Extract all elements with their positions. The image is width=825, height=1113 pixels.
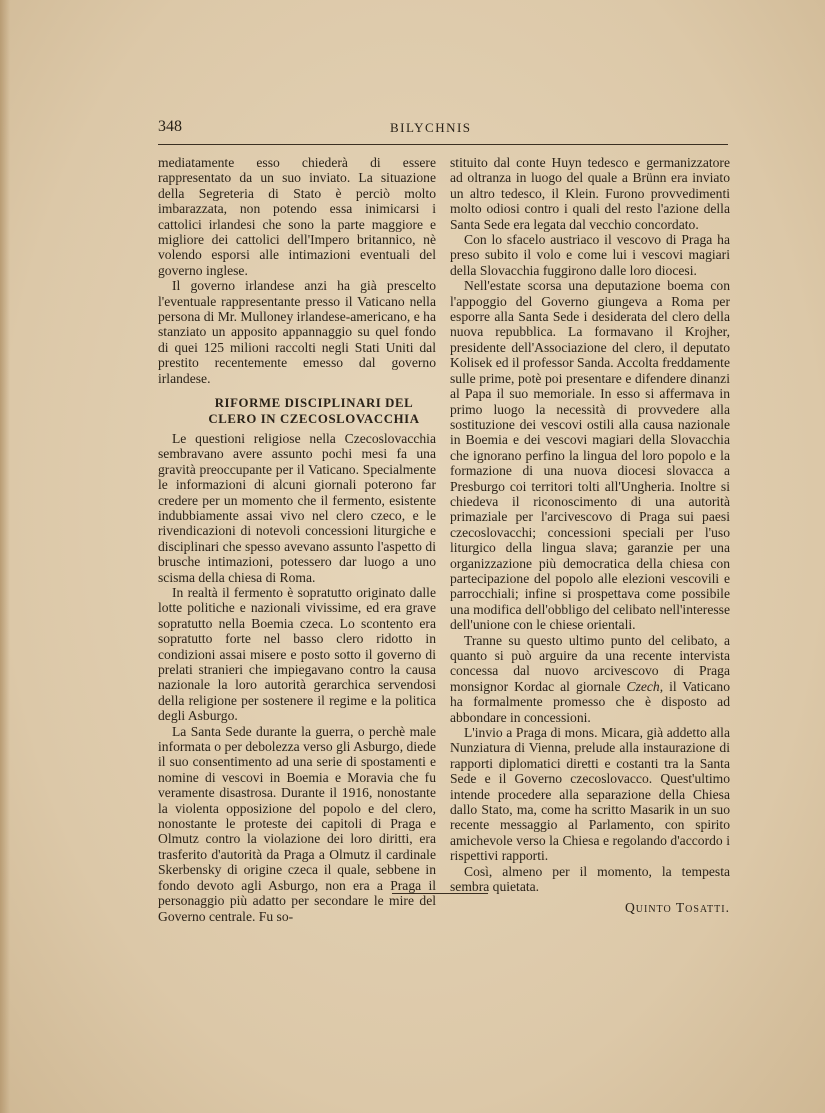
section-heading-line: RIFORME DISCIPLINARI DEL — [214, 396, 414, 411]
paragraph: In realtà il fermento è sopratutto originato dalle lotte politiche e nazionali vivissime, ed era grave sopratutto nella Boemia czeca. Lo scontento era sopratutto forte nel basso clero ridotto in condizioni assai misere e posto sotto il governo di prelati stranieri che impiegavano contro la causa nazionale la loro autorità gerarchica servendosi della religione per sostenere il regime e la politica degli Asburgo. — [158, 584, 436, 724]
paragraph: Nell'estate scorsa una deputazione boema con l'appoggio del Governo giungeva a Roma per esporre alla Santa Sede i desiderata del clero della nuova repubblica. La formavano il Krojher, presidente dell'Associazione del clero, il deputato Kolisek ed il professor Sanda. Accolta freddamente sulle prime, potè poi presentare e difendere dinanzi al Papa il suo memoriale. In esso si affermava in primo luogo la necessità di provvedere alla sostituzione dei vescovi ostili alla causa nazionale in Boemia e dei vescovi magiari della Slovacchia che ignorano perfino la lingua del loro popolo e la formazione di una nuova diocesi slovacca a Presburgo coi territori tolti all'Ungheria. Inoltre si chiedeva il riconoscimento di una autorità primaziale per l'arcivescovo di Praga sui paesi czecoslovacchi; concessioni speciali per l'uso liturgico della lingua slava; garanzie per una organizzazione più democratica della chiesa con partecipazione del popolo alle elezioni vescovili e parrocchiali; infine si prospettava come possibile una modifica dell'obbligo del celibato nell'interesse dell'unione con le chiese orientali. — [450, 278, 730, 633]
page-edge-shadow — [0, 0, 10, 1113]
paragraph: mediatamente esso chiederà di essere rappresentato da un suo inviato. La situazione della Segreteria di Stato è perciò molto imbarazzata, non potendo essa inimicarsi i cattolici irlandesi che sono la parte maggiore e migliore dei cattolici dell'Impero britannico, nè volendo esporsi alle intimazioni eventuali del governo inglese. — [158, 155, 436, 278]
paragraph: Con lo sfacelo austriaco il vescovo di Praga ha preso subito il volo e come lui i vescovi magiari della Slovacchia fuggirono dalle loro diocesi. — [450, 232, 730, 278]
page-header — [158, 118, 728, 145]
paragraph — [450, 633, 730, 725]
running-title: BILYCHNIS — [390, 120, 472, 135]
end-rule — [392, 893, 488, 894]
paragraph: Il governo irlandese anzi ha già prescelto l'eventuale rappresentante presso il Vaticano nella persona di Mr. Mulloney irlandese-americano, e ha stanziato un apposito appannaggio su quel fondo di quei 125 milioni raccolti negli Stati Uniti dal prestito recentemente emesso dal governo irlandese. — [158, 278, 436, 386]
paragraph-text: , il Vaticano ha formalmente promesso che è disposto ad abbondare in concessioni. — [450, 678, 730, 725]
page-number: 348 — [158, 118, 182, 135]
paragraph: L'invio a Praga di mons. Micara, già addetto alla Nunziatura di Vienna, prelude alla instaurazione di rapporti diplomatici diretti e costanti tra la Santa Sede e il Governo czecoslovacco. Quest'ultimo intende procedere alla separazione della Chiesa dallo Stato, ma, come ha scritto Masarik in un suo recente messaggio al Parlamento, con spirito amichevole verso la Chiesa e regolando d'accordo i rispettivi rapporti. — [450, 725, 730, 864]
author-signature: Quinto Tosatti. — [624, 899, 730, 915]
paragraph: Le questioni religiose nella Czecoslovacchia sembravano avere assunto pochi mesi fa una gravità preoccupante per il Vaticano. Specialmente le informazioni di alcuni giornali poterono far credere per un momento che il fermento, esistente indubbiamente assai vivo nel clero czeco, e le rivendicazioni di notevoli concessioni liturgiche e disciplinari che spesso avevano assunto l'aspetto di brusche intimazioni, potessero dar luogo a uno scisma della chiesa di Roma. — [158, 430, 436, 585]
right-column — [450, 155, 730, 915]
paragraph: La Santa Sede durante la guerra, o perchè male informata o per debolezza verso gli Asburgo, diede il suo consentimento ad una serie di spostamenti e nomine di vescovi in Boemia e Moravia che fu veramente disastrosa. Durante il 1916, nonostante la violenta opposizione del popolo e del clero, nonostante le proteste dei capitoli di Praga e Olmutz contro la violazione dei loro diritti, era trasferito d'autorità da Praga a Olmutz il cardinale Skerbensky di origine czeca il quale, sebbene in fondo devoto agli Asburgo, non era a Praga il personaggio più adatto per secondare le mire del Governo centrale. Fu so- — [158, 723, 436, 924]
section-heading-line: CLERO IN CZECOSLOVACCHIA — [208, 411, 420, 426]
paragraph-text: Tranne su questo ultimo punto del celibato, a quanto si può arguire da una recente intervista concessa dal nuovo arcivescovo di Praga monsignor Kordac al giornale — [450, 632, 730, 694]
newspaper-title: Czech — [626, 678, 660, 694]
section-heading — [158, 396, 436, 427]
paragraph: Così, almeno per il momento, la tempesta sembra quietata. — [450, 863, 730, 895]
left-column — [158, 155, 436, 924]
paragraph: stituito dal conte Huyn tedesco e germanizzatore ad oltranza in luogo del quale a Brünn era inviato un altro tedesco, il Klein. Furono provvedimenti molto odiosi contro i quali del resto l'azione della Santa Sede era legata dal vecchio concordato. — [450, 155, 730, 232]
